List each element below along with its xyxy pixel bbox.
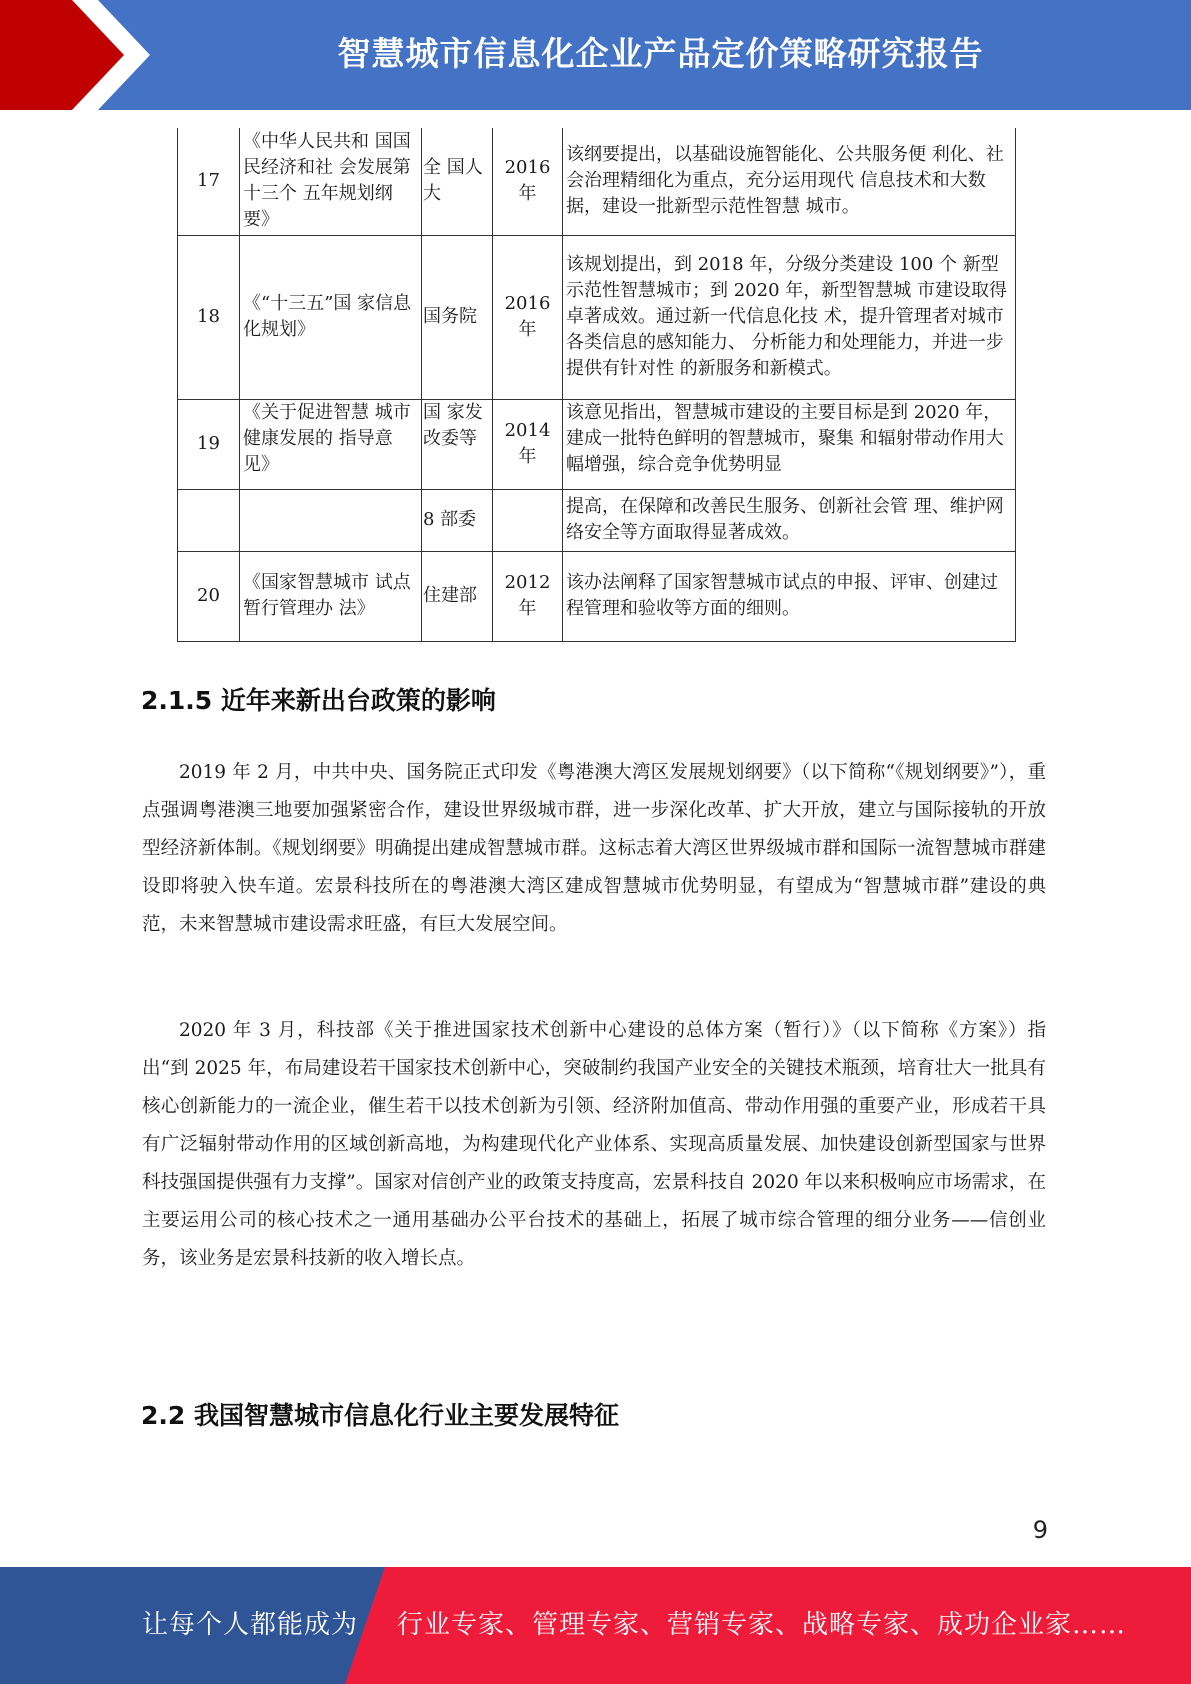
issue-year [493,489,563,551]
table-row [178,235,1016,399]
issue-year: 2012年 [493,551,563,641]
table-row [178,551,1016,641]
policy-table [177,128,1016,642]
report-title: 智慧城市信息化企业产品定价策略研究报告 [337,34,984,73]
body-paragraph: 2020 年 3 月，科技部《关于推进国家技术创新中心建设的总体方案（暂行）》（以下简称《方案》）指出“到 2025 年，布局建设若干国家技术创新中心，突破制约我国产业安全的关键技术瓶颈，培育壮大一批具有核心创新能力的一流企业，催生若干以技术创新为引领、经济附加值高、带动作用强的重要产业，形成若干具有广泛辐射带动作用的区域创新高地，为构建现代化产业体系、实现高质量发展、加快建设创新型国家与世界科技强国提供强有力支撑”。国家对信创产业的政策支持度高，宏景科技自 2020 年以来积极响应市场需求，在主要运用公司的核心技术之一通用基础办公平台技术的基础上，拓展了城市综合管理的细分业务——信创业务，该业务是宏景科技新的收入增长点。 [142,1020,1046,1269]
table-row [178,489,1016,551]
issuing-dept: 国 家发 改委等 [422,399,493,489]
issuing-dept: 全 国人大 [422,128,493,235]
policy-content: 该规划提出，到 2018 年，分级分类建设 100 个 新型示范性智慧城市；到 2020 年，新型智慧城 市建设取得卓著成效。通过新一代信息化技 术，提升管理者对城市各类信息的感知能力、 分析能力和处理能力，并进一步提供有针对性 的新服务和新模式。 [563,235,1016,399]
page-header [0,0,1191,110]
table-row [178,399,1016,489]
issue-year: 2014年 [493,399,563,489]
footer-slogan-right: 行业专家、管理专家、营销专家、战略专家、成功企业家…… [397,1610,1127,1640]
body-paragraph: 2019 年 2 月，中共中央、国务院正式印发《粤港澳大湾区发展规划纲要》（以下简称“《规划纲要》”），重点强调粤港澳三地要加强紧密合作，建设世界级城市群，进一步深化改革、扩大开放，建立与国际接轨的开放型经济新体制。《规划纲要》明确提出建成智慧城市群。这标志着大湾区世界级城市群和国际一流智慧城市群建设即将驶入快车道。宏景科技所在的粤港澳大湾区建成智慧城市优势明显，有望成为“智慧城市群”建设的典范，未来智慧城市建设需求旺盛，有巨大发展空间。 [142,762,1046,935]
policy-name [240,489,422,551]
footer-slogan-left: 让每个人都能成为 [142,1610,359,1640]
row-number: 18 [178,235,240,399]
section-heading: 2.2 我国智慧城市信息化行业主要发展特征 [141,1401,619,1430]
issuing-dept: 住建部 [422,551,493,641]
policy-content: 提高，在保障和改善民生服务、创新社会管 理、维护网络安全等方面取得显著成效。 [563,489,1016,551]
policy-name: 《国家智慧城市 试点暂行管理办 法》 [240,551,422,641]
table-row [178,128,1016,235]
page-number: 9 [1032,1516,1048,1544]
issuing-dept: 国务院 [422,235,493,399]
policy-name: 《关于促进智慧 城市健康发展的 指导意见》 [240,399,422,489]
page-footer [0,1567,1191,1684]
policy-content: 该意见指出，智慧城市建设的主要目标是到 2020 年，建成一批特色鲜明的智慧城市，聚集 和辐射带动作用大幅增强，综合竞争优势明显 [563,399,1016,489]
header-arrow-decoration [0,0,150,110]
row-number: 19 [178,399,240,489]
issue-year: 2016年 [493,235,563,399]
policy-name: 《中华人民共和 国国民经济和社 会发展第十三个 五年规划纲要》 [240,128,422,235]
row-number: 20 [178,551,240,641]
section-heading: 2.1.5 近年来新出台政策的影响 [141,686,496,715]
policy-content: 该办法阐释了国家智慧城市试点的申报、评审、创建过程管理和验收等方面的细则。 [563,551,1016,641]
row-number [178,489,240,551]
issue-year: 2016年 [493,128,563,235]
issuing-dept: 8 部委 [422,489,493,551]
row-number: 17 [178,128,240,235]
policy-name: 《“十三五”国 家信息化规划》 [240,235,422,399]
policy-content: 该纲要提出，以基础设施智能化、公共服务便 利化、社会治理精细化为重点，充分运用现代 信息技术和大数据，建设一批新型示范性智慧 城市。 [563,128,1016,235]
